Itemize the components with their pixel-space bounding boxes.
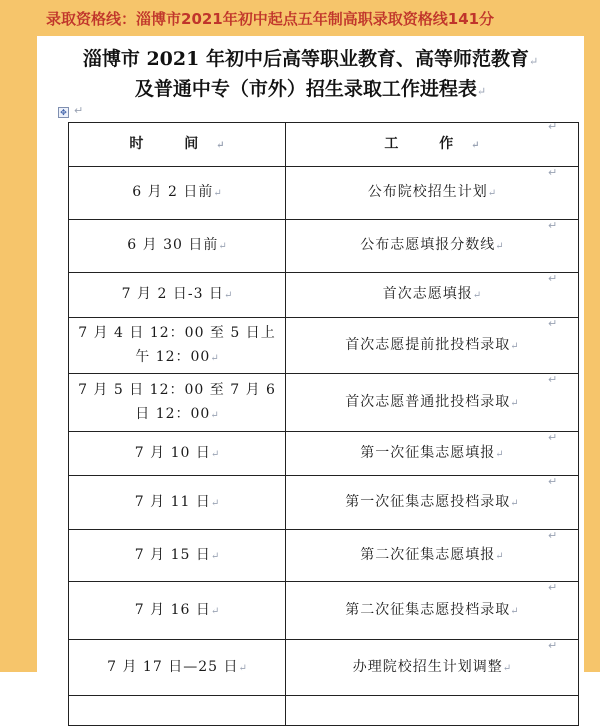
- banner-text: 录取资格线：淄博市2021年初中起点五年制高职录取资格线141分: [46, 10, 495, 28]
- cell-time: 7 月 4 日 12：00 至 5 日上午 12：00↵: [69, 318, 286, 374]
- header-time: 时 间↵: [69, 123, 286, 167]
- row-end-mark: ↵: [548, 475, 558, 488]
- paragraph-mark: ↵: [74, 104, 84, 117]
- cell-time: 6 月 30 日前↵: [69, 220, 286, 273]
- table-row: [69, 582, 579, 640]
- table-header-row: [69, 123, 579, 167]
- table-row: [69, 640, 579, 696]
- row-end-mark: ↵: [548, 166, 558, 179]
- cell-time: [69, 696, 286, 726]
- cell-work: 办理院校招生计划调整↵: [286, 640, 579, 696]
- table-row: [69, 220, 579, 273]
- table-row: [69, 530, 579, 582]
- cell-time: 7 月 10 日↵: [69, 432, 286, 476]
- cell-time: 7 月 17 日—25 日↵: [69, 640, 286, 696]
- document-title-line-2: 及普通中专（市外）招生录取工作进程表↵: [134, 78, 487, 100]
- document-title-line-1: 淄博市 2021 年初中后高等职业教育、高等师范教育↵: [82, 48, 539, 70]
- row-end-mark: ↵: [548, 639, 558, 652]
- cell-work: 公布志愿填报分数线↵: [286, 220, 579, 273]
- table-row: [69, 696, 579, 726]
- row-end-mark: ↵: [548, 219, 558, 232]
- cell-work: 第二次征集志愿填报↵: [286, 530, 579, 582]
- row-end-mark: ↵: [548, 431, 558, 444]
- row-end-mark: ↵: [548, 373, 558, 386]
- right-border: [584, 36, 600, 672]
- cell-time: 6 月 2 日前↵: [69, 167, 286, 220]
- table-row: [69, 432, 579, 476]
- table-move-handle-icon[interactable]: ✥: [58, 107, 69, 118]
- cell-time: 7 月 11 日↵: [69, 476, 286, 530]
- row-end-mark: ↵: [548, 317, 558, 330]
- cell-work: 首次志愿填报↵: [286, 273, 579, 318]
- row-end-mark: ↵: [548, 272, 558, 285]
- header-work: 工 作↵: [286, 123, 579, 167]
- table-row: [69, 476, 579, 530]
- cell-time: 7 月 5 日 12：00 至 7 月 6 日 12：00↵: [69, 374, 286, 432]
- paragraph-mark: ↵: [476, 85, 487, 98]
- row-end-mark: ↵: [548, 581, 558, 594]
- cell-time: 7 月 2 日-3 日↵: [69, 273, 286, 318]
- schedule-table: [68, 122, 579, 726]
- cell-time: 7 月 15 日↵: [69, 530, 286, 582]
- cell-work: 首次志愿普通批投档录取↵: [286, 374, 579, 432]
- table-row: [69, 318, 579, 374]
- table-row: [69, 273, 579, 318]
- cell-work: [286, 696, 579, 726]
- cell-work: 第一次征集志愿投档录取↵: [286, 476, 579, 530]
- table-row: [69, 167, 579, 220]
- left-border: [0, 36, 37, 672]
- table-row: [69, 374, 579, 432]
- paragraph-mark: ↵: [528, 55, 539, 68]
- cell-work: 首次志愿提前批投档录取↵: [286, 318, 579, 374]
- row-end-mark: ↵: [548, 529, 558, 542]
- cell-work: 第二次征集志愿投档录取↵: [286, 582, 579, 640]
- cell-time: 7 月 16 日↵: [69, 582, 286, 640]
- cell-work: 第一次征集志愿填报↵: [286, 432, 579, 476]
- cell-work: 公布院校招生计划↵: [286, 167, 579, 220]
- row-end-mark: ↵: [548, 120, 558, 133]
